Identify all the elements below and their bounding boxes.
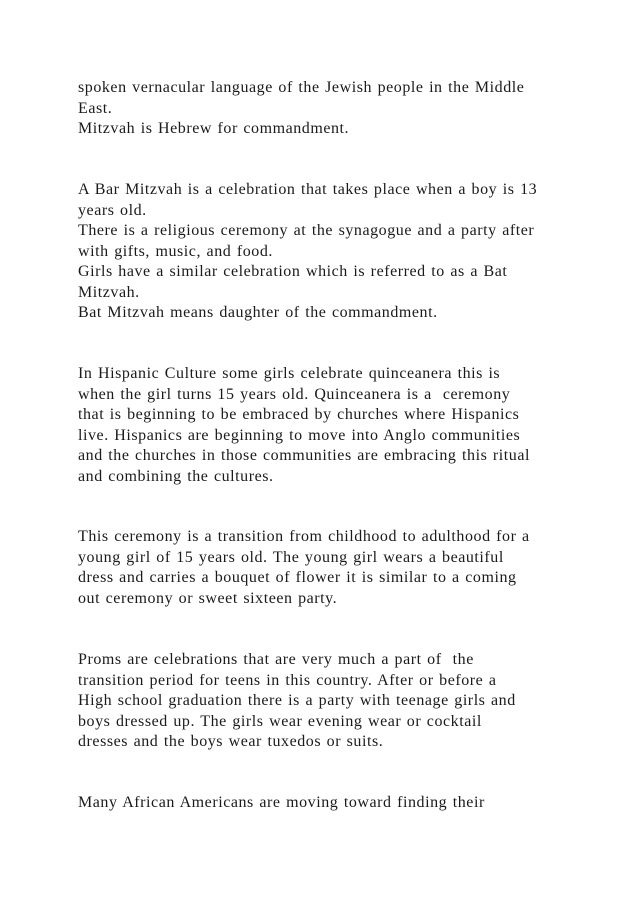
paragraph-proms [78,650,578,753]
paragraph-transition-ceremony [78,527,578,609]
paragraph-bar-mitzvah [78,180,578,324]
text-line: spoken vernacular language of the Jewish people in the Middle [78,79,525,96]
text-line: years old. [78,201,147,219]
text-line: when the girl turns 15 years old. Quinceanera is a ceremony [78,385,511,403]
text-line: transition period for teens in this country. After or before a [78,671,497,689]
paragraph-yiddish-mitzvah [78,78,578,140]
text-line: boys dressed up. The girls wear evening wear or cocktail [78,712,482,730]
text-line: and the churches in those communities are embracing this ritual [78,447,530,464]
text-line: young girl of 15 years old. The young girl wears a beautiful [78,548,504,566]
text-line: dresses and the boys wear tuxedos or suits. [78,733,384,750]
text-line: Many African Americans are moving toward finding their [78,794,485,811]
text-line: There is a religious ceremony at the synagogue and a party after [78,222,535,239]
text-line: dress and carries a bouquet of flower it is similar to a coming [78,569,517,586]
text-line: A Bar Mitzvah is a celebration that takes place when a boy is 13 [78,181,538,198]
text-line: This ceremony is a transition from childhood to adulthood for a [78,528,530,545]
text-line: High school graduation there is a party with teenage girls and [78,692,516,709]
text-line: In Hispanic Culture some girls celebrate quinceanera this is [78,365,501,382]
paragraph-african-americans [78,793,578,814]
text-line: with gifts, music, and food. [78,242,273,260]
text-line: and combining the cultures. [78,467,274,485]
text-line: Mitzvah is Hebrew for commandment. [78,120,350,137]
text-line: out ceremony or sweet sixteen party. [78,589,338,607]
text-line: Proms are celebrations that are very much a part of the [78,651,474,668]
text-line: Mitzvah. [78,283,140,301]
paragraph-quinceanera [78,364,578,487]
text-line: Girls have a similar celebration which is referred to as a Bat [78,263,508,280]
text-line: Bat Mitzvah means daughter of the commandment. [78,304,438,321]
text-line: live. Hispanics are beginning to move into Anglo communities [78,426,521,444]
text-line: that is beginning to be embraced by churches where Hispanics [78,406,520,423]
text-line: East. [78,99,113,117]
